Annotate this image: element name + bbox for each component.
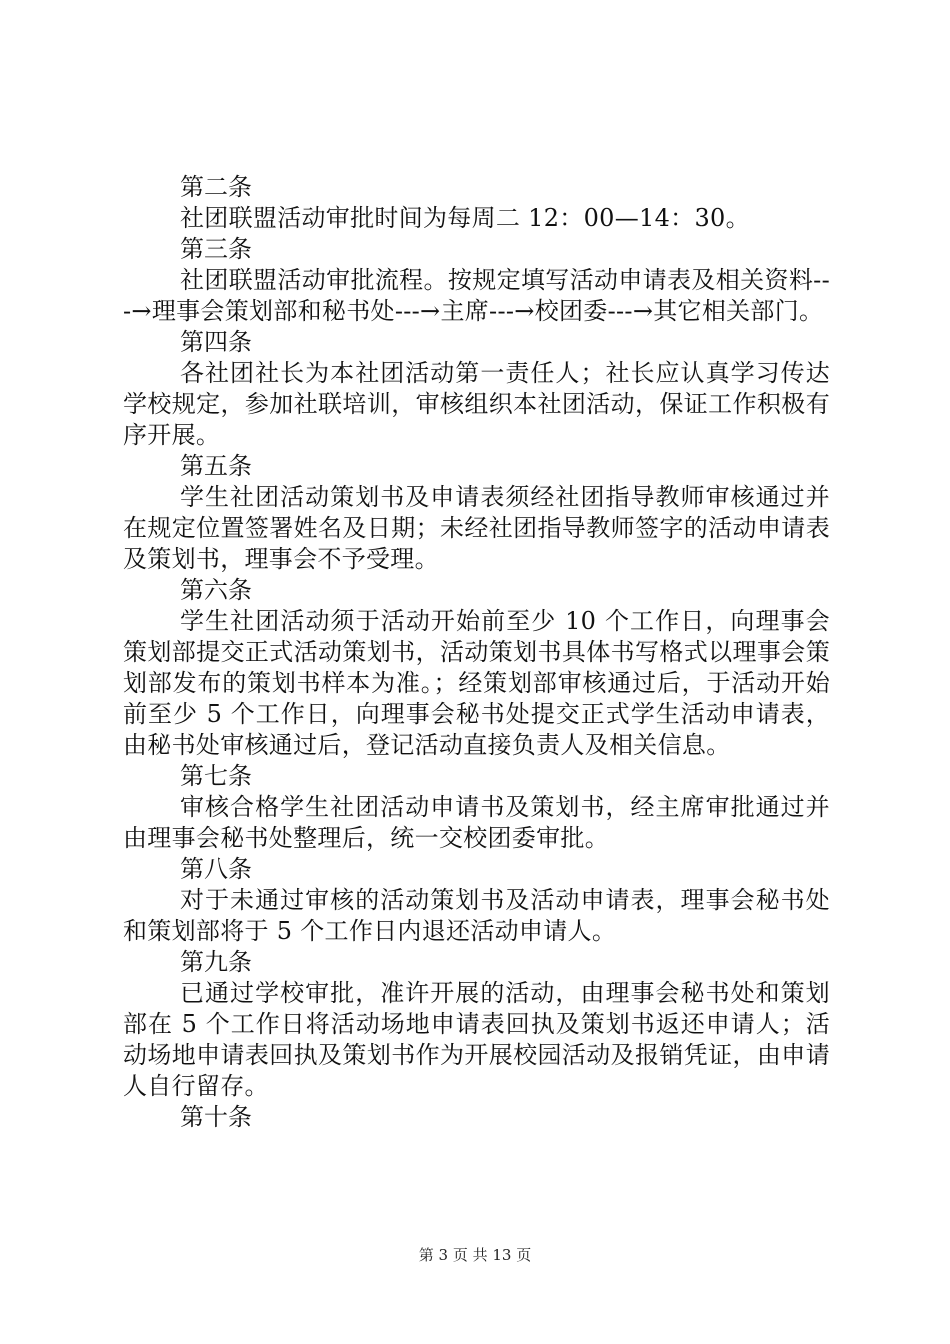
article-4 — [123, 327, 830, 451]
article-10 — [123, 1102, 830, 1133]
article-body: 学生社团活动策划书及申请表须经社团指导教师审核通过并在规定位置签署姓名及日期；未经社团指导教师签字的活动申请表及策划书，理事会不予受理。 — [123, 483, 830, 573]
article-2 — [123, 172, 830, 234]
article-5 — [123, 451, 830, 575]
article-list — [123, 172, 830, 1133]
page-number-footer: 第 3 页 共 13 页 — [418, 1246, 532, 1264]
article-6 — [123, 575, 830, 761]
article-body: 对于未通过审核的活动策划书及活动申请表，理事会秘书处和策划部将于 5 个工作日内退还活动申请人。 — [123, 886, 830, 945]
article-body: 社团联盟活动审批流程。按规定填写活动申请表及相关资料---→理事会策划部和秘书处---→主席---→校团委---→其它相关部门。 — [123, 266, 830, 325]
article-body: 社团联盟活动审批时间为每周二 12：00—14：30。 — [180, 204, 750, 232]
article-title: 第八条 — [180, 855, 252, 883]
article-body: 已通过学校审批，准许开展的活动，由理事会秘书处和策划部在 5 个工作日将活动场地申请表回执及策划书返还申请人；活动场地申请表回执及策划书作为开展校园活动及报销凭证，由申请人自行留存。 — [123, 979, 830, 1100]
article-title: 第六条 — [180, 576, 252, 604]
article-3 — [123, 234, 830, 327]
article-body: 学生社团活动须于活动开始前至少 10 个工作日，向理事会策划部提交正式活动策划书，活动策划书具体书写格式以理事会策划部发布的策划书样本为准。；经策划部审核通过后，于活动开始前至少 5 个工作日，向理事会秘书处提交正式学生活动申请表，由秘书处审核通过后，登记活动直接负责人及相关信息。 — [123, 607, 830, 759]
article-title: 第七条 — [180, 762, 252, 790]
article-8 — [123, 854, 830, 947]
article-title: 第三条 — [180, 235, 252, 263]
article-title: 第四条 — [180, 328, 252, 356]
article-title: 第五条 — [180, 452, 252, 480]
article-body: 各社团社长为本社团活动第一责任人；社长应认真学习传达学校规定，参加社联培训，审核组织本社团活动，保证工作积极有序开展。 — [123, 359, 830, 449]
article-title: 第二条 — [180, 173, 252, 201]
article-title: 第十条 — [180, 1103, 252, 1131]
article-title: 第九条 — [180, 948, 252, 976]
article-body: 审核合格学生社团活动申请书及策划书，经主席审批通过并由理事会秘书处整理后，统一交校团委审批。 — [123, 793, 830, 852]
article-7 — [123, 761, 830, 854]
article-9 — [123, 947, 830, 1102]
